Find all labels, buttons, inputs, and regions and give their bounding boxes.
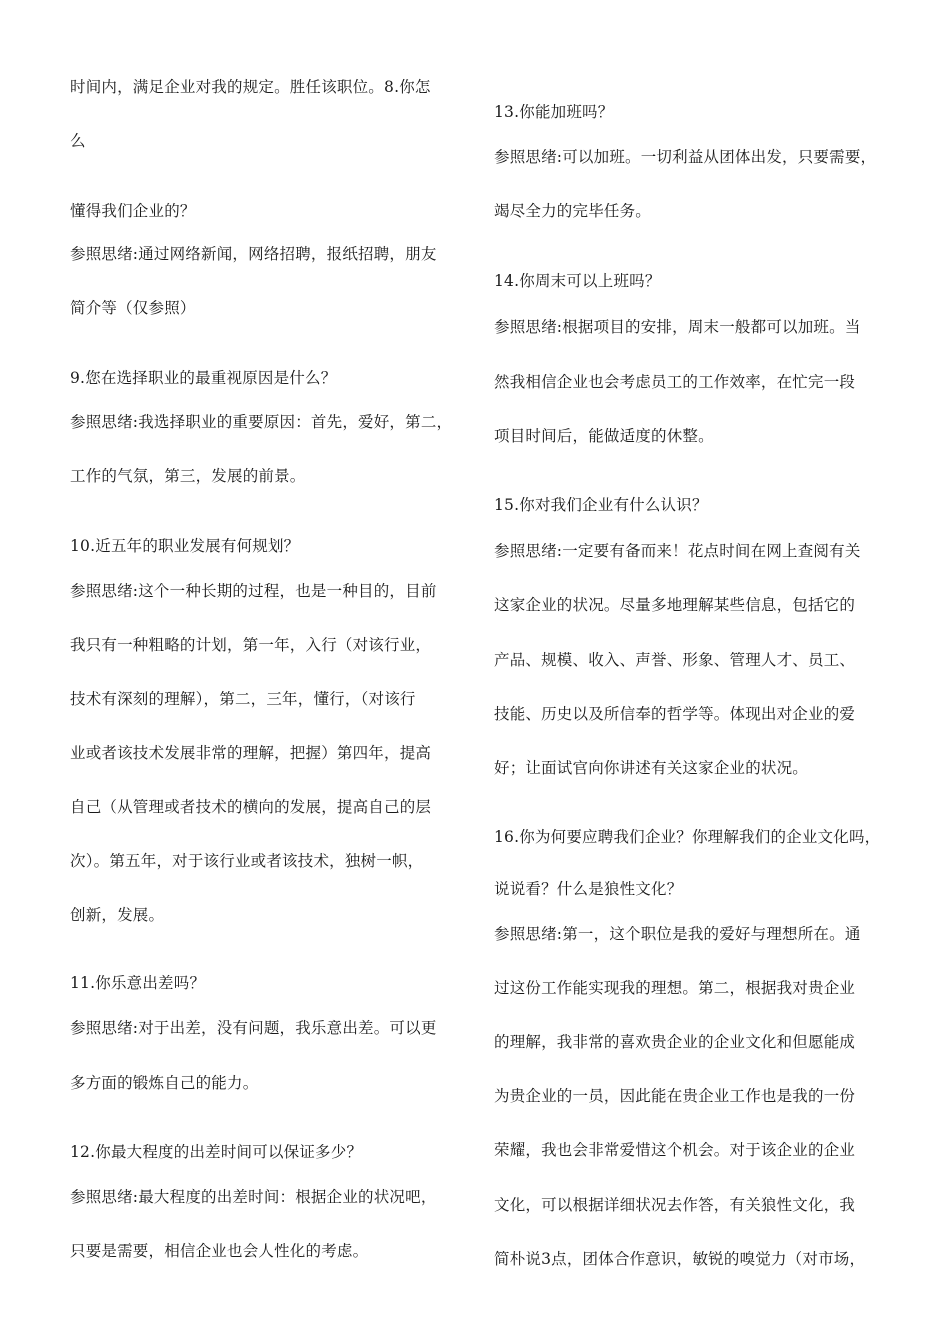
text-line: 多方面的锻炼自己的能力。	[70, 1074, 259, 1092]
text-line: 产品、规模、收入、声誉、形象、管理人才、员工、	[494, 651, 856, 669]
text-line: 只要是需要，相信企业也会人性化的考虑。	[70, 1242, 369, 1260]
text-line: 这家企业的状况。尽量多地理解某些信息，包括它的	[494, 596, 856, 614]
text-line: 次）。第五年，对于该行业或者该技术，独树一帜，	[70, 852, 424, 870]
text-line: 参照思绪:一定要有备而来！花点时间在网上查阅有关	[494, 542, 861, 560]
question-heading: 10.近五年的职业发展有何规划？	[70, 537, 300, 555]
text-line: 参照思绪:根据项目的安排，周末一般都可以加班。当	[494, 318, 861, 336]
text-line: 技能、历史以及所信奉的哲学等。体现出对企业的爱	[494, 705, 856, 723]
question-heading: 15.你对我们企业有什么认识？	[494, 496, 708, 514]
text-line: 参照思绪:第一，这个职位是我的爱好与理想所在。通	[494, 925, 861, 943]
text-line: 技术有深刻的理解），第二，三年，懂行，（对该行	[70, 690, 416, 708]
text-line: 时间内，满足企业对我的规定。胜任该职位。8.你怎	[70, 78, 431, 96]
question-heading: 说说看？什么是狼性文化？	[494, 880, 683, 898]
text-line: 然我相信企业也会考虑员工的工作效率，在忙完一段	[494, 373, 856, 391]
text-line: 过这份工作能实现我的理想。第二，根据我对贵企业	[494, 979, 856, 997]
text-line: 工作的气氛，第三，发展的前景。	[70, 467, 306, 485]
text-line: 么	[70, 132, 86, 150]
text-line: 参照思绪:最大程度的出差时间：根据企业的状况吧，	[70, 1188, 437, 1206]
text-line: 自己（从管理或者技术的横向的发展，提高自己的层	[70, 798, 432, 816]
text-line: 为贵企业的一员，因此能在贵企业工作也是我的一份	[494, 1087, 856, 1105]
question-heading: 12.你最大程度的出差时间可以保证多少？	[70, 1143, 363, 1161]
text-line: 文化，可以根据详细状况去作答，有关狼性文化，我	[494, 1196, 856, 1214]
question-heading: 16.你为何要应聘我们企业？你理解我们的企业文化吗，	[494, 828, 881, 846]
text-line: 参照思绪:对于出差，没有问题，我乐意出差。可以更	[70, 1019, 437, 1037]
text-line: 好；让面试官向你讲述有关这家企业的状况。	[494, 759, 809, 777]
text-line: 业或者该技术发展非常的理解，把握）第四年，提高	[70, 744, 432, 762]
text-line: 简朴说3点，团体合作意识，敏锐的嗅觉力（对市场，	[494, 1250, 866, 1268]
text-line: 创新，发展。	[70, 906, 165, 924]
text-line: 项目时间后，能做适度的休整。	[494, 427, 714, 445]
text-line: 参照思绪:通过网络新闻，网络招聘，报纸招聘，朋友	[70, 245, 437, 263]
text-line: 我只有一种粗略的计划，第一年，入行（对该行业，	[70, 636, 432, 654]
question-heading: 13.你能加班吗？	[494, 103, 614, 121]
text-line: 的理解，我非常的喜欢贵企业的企业文化和但愿能成	[494, 1033, 856, 1051]
text-line: 参照思绪:我选择职业的重要原因：首先，爱好，第二，	[70, 413, 453, 431]
text-line: 竭尽全力的完毕任务。	[494, 202, 652, 220]
text-line: 荣耀，我也会非常爱惜这个机会。对于该企业的企业	[494, 1141, 856, 1159]
question-heading: 11.你乐意出差吗？	[70, 974, 206, 992]
text-line: 参照思绪:可以加班。一切利益从团体出发，只要需要，	[494, 148, 877, 166]
question-heading: 14.你周末可以上班吗？	[494, 272, 661, 290]
question-heading: 9.您在选择职业的最重视原因是什么？	[70, 369, 337, 387]
text-line: 参照思绪:这个一种长期的过程，也是一种目的，目前	[70, 582, 437, 600]
text-line: 简介等（仅参照）	[70, 299, 196, 317]
text-line: 懂得我们企业的？	[70, 202, 196, 220]
